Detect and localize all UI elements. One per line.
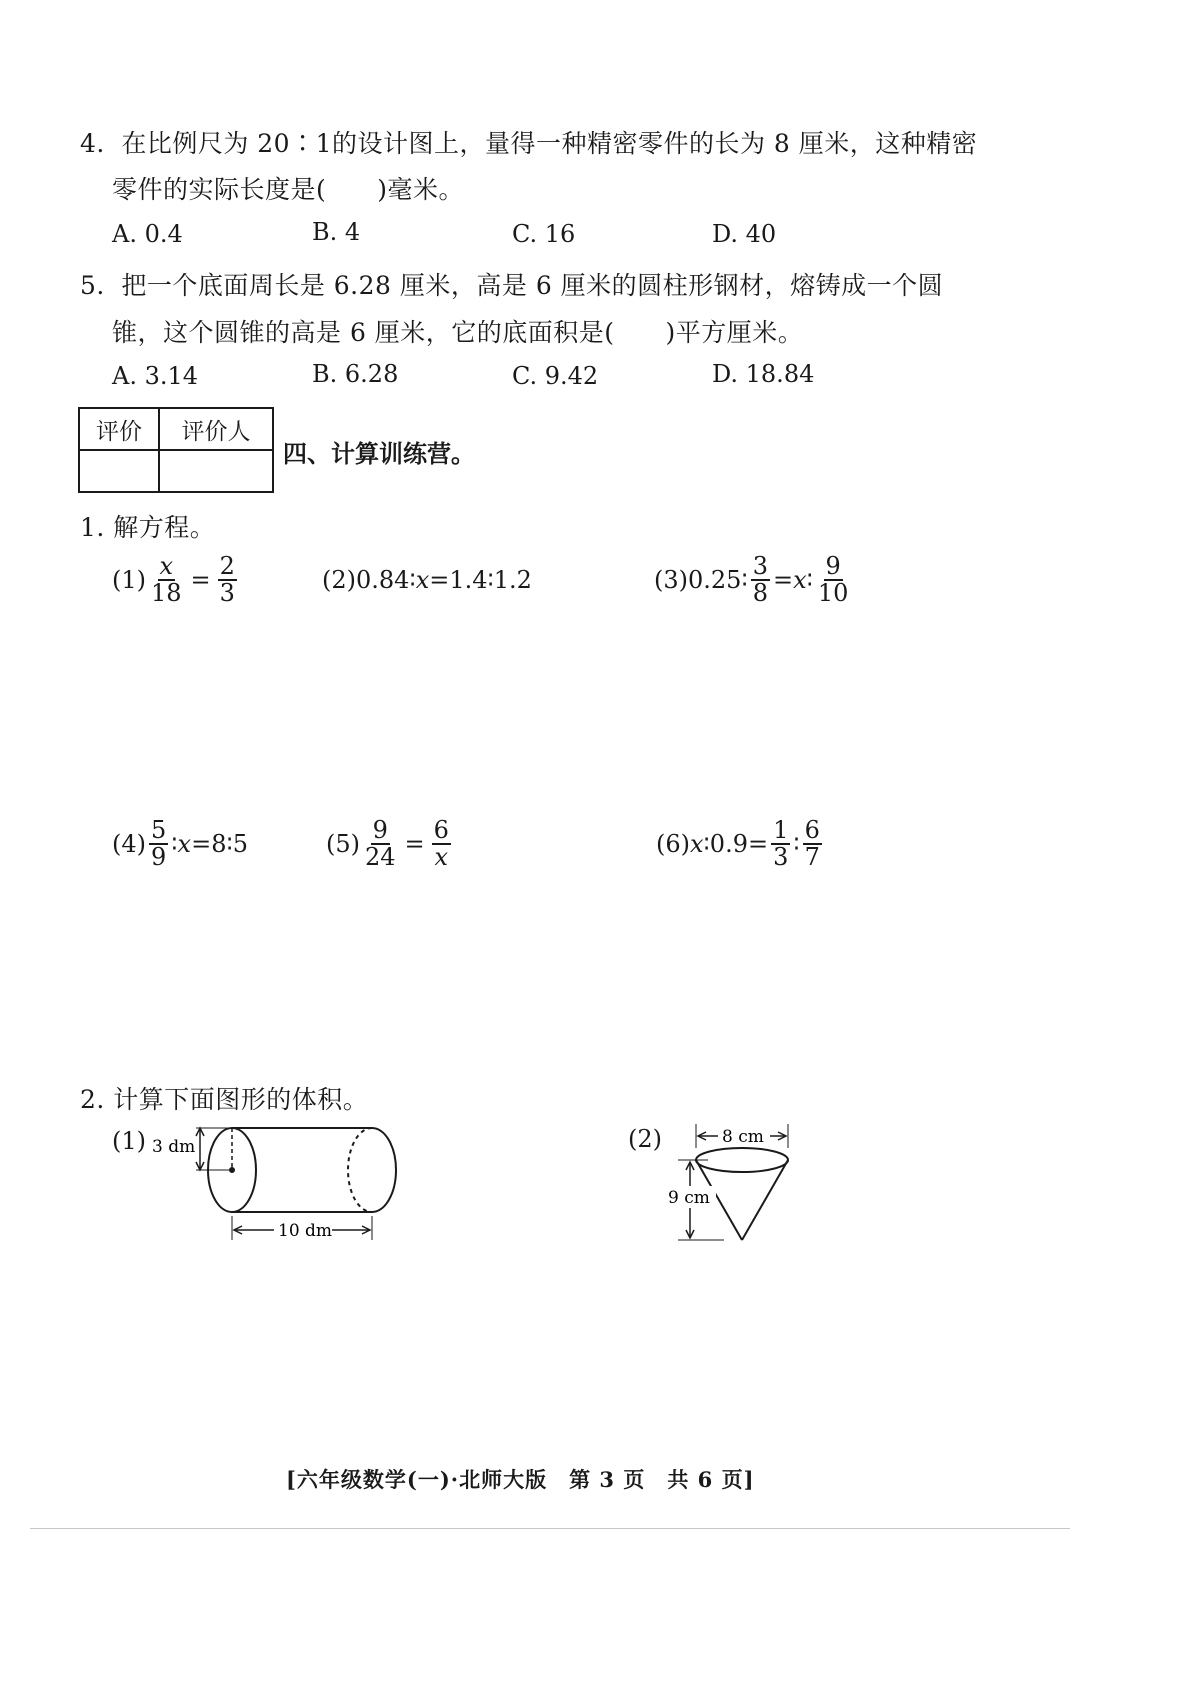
section-title: 四、计算训练营。 xyxy=(283,439,475,468)
variable: x xyxy=(177,830,192,859)
q4-option-a[interactable]: A. 0.4 xyxy=(112,220,183,248)
evaluator-header: 评价人 xyxy=(159,408,273,450)
denominator: 18 xyxy=(151,579,182,608)
part1-title: 1. 解方程。 xyxy=(80,513,216,542)
equation-label: (6) xyxy=(656,830,690,859)
equation-term: 0.84∶ xyxy=(356,566,416,594)
q4-option-c[interactable]: C. 16 xyxy=(512,220,576,248)
equals-sign: = xyxy=(190,566,211,595)
variable: x xyxy=(793,566,807,595)
equation-5 xyxy=(326,818,454,870)
equation-2 xyxy=(322,566,532,594)
question-5-number: 5. xyxy=(80,271,105,300)
figure-1-label: (1) xyxy=(112,1127,146,1155)
cylinder-figure xyxy=(150,1118,410,1248)
numerator: 6 xyxy=(804,816,820,844)
q5-option-c[interactable]: C. 9.42 xyxy=(512,362,599,390)
eval-header: 评价 xyxy=(79,408,159,450)
variable: x xyxy=(415,566,430,594)
numerator: 1 xyxy=(773,816,789,844)
question-5-text-1: 把一个底面周长是 6.28 厘米，高是 6 厘米的圆柱形钢材，熔铸成一个圆 xyxy=(121,271,944,300)
fraction xyxy=(218,554,237,606)
length-label: 10 dm xyxy=(278,1221,333,1241)
page-footer: [六年级数学(一)·北师大版 第 3 页 共 6 页] xyxy=(286,1467,755,1492)
numerator: 3 xyxy=(752,552,768,580)
question-4-line1 xyxy=(80,124,977,160)
numerator: 9 xyxy=(372,816,388,844)
equation-label: (2) xyxy=(322,566,356,594)
ratio-colon: ∶ xyxy=(806,566,813,595)
denominator: 10 xyxy=(817,579,849,608)
question-5-text-2: 锥，这个圆锥的高是 6 厘米，它的底面积是( )平方厘米。 xyxy=(112,318,804,347)
numerator: 6 xyxy=(433,816,449,844)
denominator: 24 xyxy=(365,843,396,872)
numerator: 9 xyxy=(825,552,841,580)
fraction xyxy=(803,818,822,870)
equals-sign: = xyxy=(772,566,794,595)
fraction xyxy=(816,554,851,606)
equation-term: 0.25∶ xyxy=(688,566,748,595)
equation-term: =8∶5 xyxy=(191,830,248,859)
equation-3 xyxy=(654,554,853,606)
diameter-label: 8 cm xyxy=(722,1127,764,1147)
evaluation-table xyxy=(78,407,274,493)
eval-cell[interactable] xyxy=(79,450,159,492)
denominator: 3 xyxy=(773,843,789,872)
question-5-line1 xyxy=(80,266,943,302)
question-4-text-2: 零件的实际长度是( )毫米。 xyxy=(112,175,465,204)
equation-term: =1.4∶1.2 xyxy=(429,566,532,594)
q5-option-d[interactable]: D. 18.84 xyxy=(712,360,815,388)
fraction xyxy=(363,818,398,870)
question-4-text-1: 在比例尺为 20∶1的设计图上，量得一种精密零件的长为 8 厘米，这种精密 xyxy=(121,129,978,158)
equation-label: (3) xyxy=(654,566,688,595)
numerator: x xyxy=(159,552,174,580)
equation-6 xyxy=(656,818,825,870)
figure-2-label: (2) xyxy=(628,1125,662,1153)
q5-option-b[interactable]: B. 6.28 xyxy=(312,360,399,388)
height-label: 9 cm xyxy=(668,1188,710,1208)
cylinder-right-hidden xyxy=(348,1128,372,1212)
cylinder-right-front xyxy=(372,1128,396,1212)
ratio-colon: ∶ xyxy=(171,830,178,859)
question-4-number: 4. xyxy=(80,129,105,158)
numerator: 2 xyxy=(219,552,235,580)
equals-sign: = xyxy=(404,830,425,859)
equation-term: ∶0.9= xyxy=(703,830,769,859)
variable: x xyxy=(690,830,704,859)
denominator: 9 xyxy=(151,843,167,872)
denominator: x xyxy=(434,843,449,872)
bottom-divider xyxy=(30,1528,1070,1529)
fraction xyxy=(149,818,168,870)
fraction xyxy=(751,554,770,606)
q4-option-b[interactable]: B. 4 xyxy=(312,218,361,246)
equation-label: (4) xyxy=(112,830,146,859)
ratio-colon: ∶ xyxy=(793,830,800,859)
radius-label: 3 dm xyxy=(152,1137,196,1157)
evaluator-cell[interactable] xyxy=(159,450,273,492)
equation-1 xyxy=(112,554,240,606)
q5-option-a[interactable]: A. 3.14 xyxy=(112,362,199,390)
numerator: 5 xyxy=(151,816,167,844)
fraction xyxy=(432,818,451,870)
part2-title: 2. 计算下面图形的体积。 xyxy=(80,1085,369,1114)
fraction xyxy=(771,818,790,870)
cone-figure xyxy=(664,1118,814,1248)
equation-label: (5) xyxy=(326,830,360,859)
cone-base xyxy=(696,1148,788,1172)
denominator: 3 xyxy=(219,579,235,608)
denominator: 7 xyxy=(804,843,820,872)
equation-4 xyxy=(112,818,248,870)
fraction xyxy=(149,554,184,606)
denominator: 8 xyxy=(752,579,768,608)
q4-option-d[interactable]: D. 40 xyxy=(712,220,777,248)
equation-label: (1) xyxy=(112,566,146,595)
